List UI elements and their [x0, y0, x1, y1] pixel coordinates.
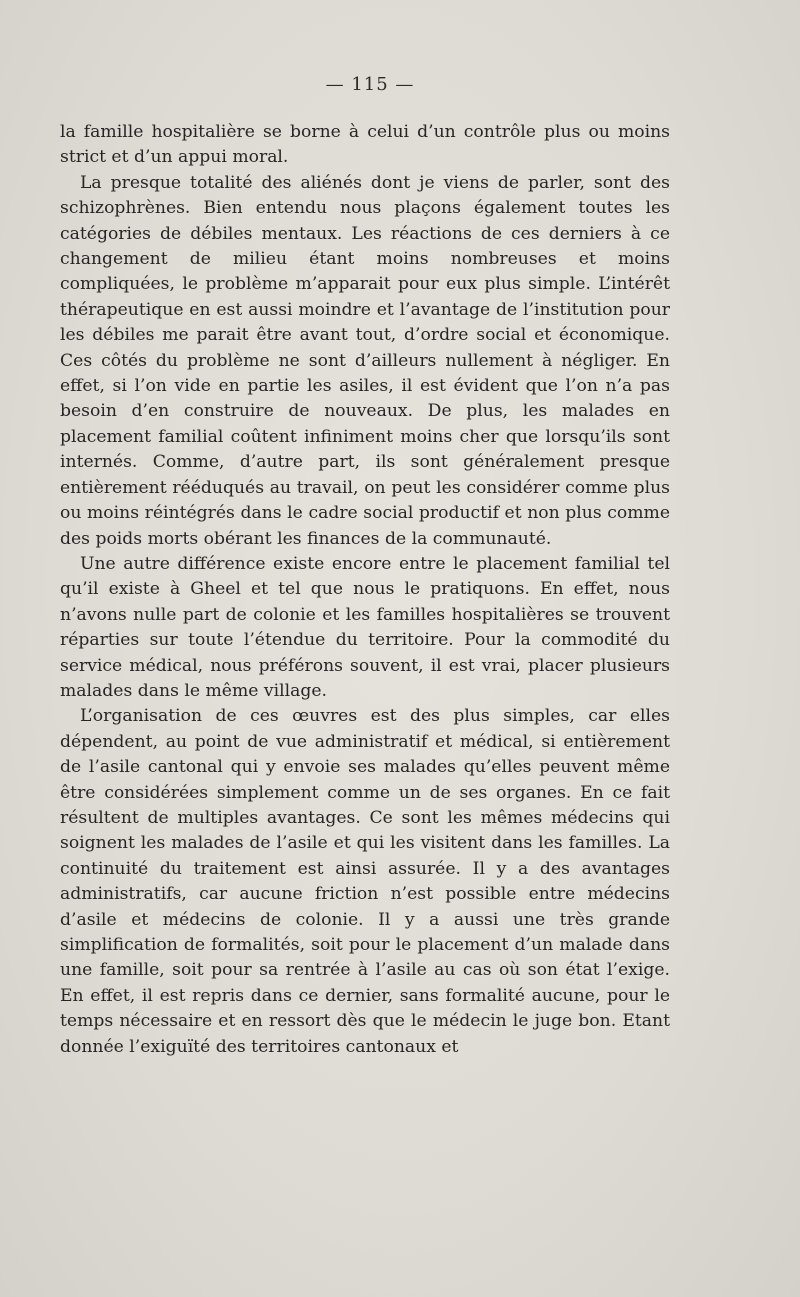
paragraph-difference-gheel: Une autre différence existe encore entre le placement familial tel qu’il existe à Gheel et tel que nous le pratiquons. En effet, nous n’avons nulle part de colonie et les familles hospitalières se trouvent réparties sur toute l’étendue du territoire. Pour la commodité du service médical, nous préférons souvent, il est vrai, placer plusieurs malades dans le même village. [60, 553, 670, 701]
page-number: — 115 — [325, 74, 415, 95]
paragraph-organisation: L’organisation de ces œuvres est des plus simples, car elles dépendent, au point de vue administratif et médical, si entièrement de l’asile cantonal qui y envoie ses malades qu’elles peuvent même être considérées simplement comme un de ses organes. En ce fait résultent de multiples avantages. Ce sont les mêmes médecins qui soignent les malades de l’asile et qui les visitent dans les familles. La continuité du traitement est ainsi assurée. Il y a des avantages administratifs, car aucune friction n’est possible entre médecins d’asile et médecins de colonie. Il y a aussi une très grande simplification de formalités, soit pour le placement d’un malade dans une famille, soit pour sa rentrée à l’asile au cas où son état l’exige. En effet, il est repris dans ce dernier, sans formalité aucune, pour le temps nécessaire et en ressort dès que le médecin le juge bon. Etant donnée l’exiguïté des territoires cantonaux et [60, 706, 670, 1057]
body-text [60, 120, 670, 1060]
paragraph-schizophrenes: La presque totalité des aliénés dont je viens de parler, sont des schizophrènes. Bien entendu nous plaçons également toutes les catégories de débiles mentaux. Les réactions de ces derniers à ce changement de milieu étant moins nombreuses et moins compliquées, le problème m’apparait pour eux plus simple. L’intérêt thérapeutique en est aussi moindre et l’avantage de l’institution pour les débiles me parait être avant tout, d’ordre social et économique. Ces côtés du problème ne sont d’ailleurs nullement à négliger. En effet, si l’on vide en partie les asiles, il est évident que l’on n’a pas besoin d’en construire de nouveaux. De plus, les malades en placement familial coûtent infiniment moins cher que lorsqu’ils sont internés. Comme, d’autre part, ils sont généralement presque entièrement rééduqués au travail, on peut les considérer comme plus ou moins réintégrés dans le cadre social productif et non plus comme des poids morts obérant les finances de la communauté. [60, 172, 670, 549]
paragraph-continued: la famille hospitalière se borne à celui d’un contrôle plus ou moins strict et d’un appui moral. [60, 122, 670, 168]
